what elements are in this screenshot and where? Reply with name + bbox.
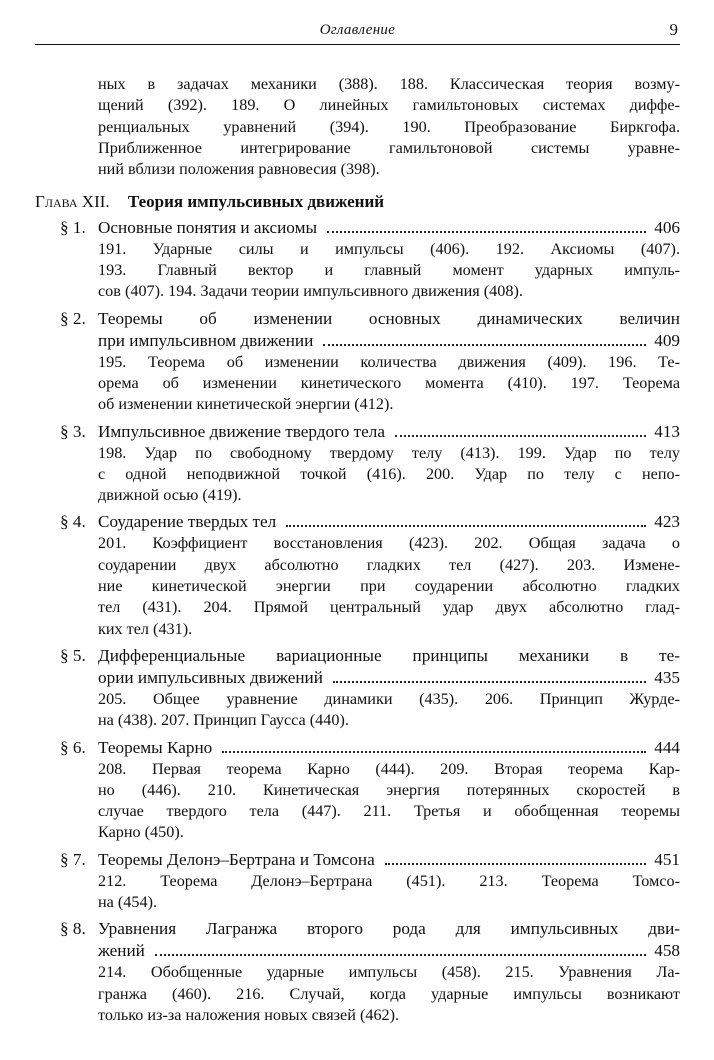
dot-leader: [323, 344, 646, 346]
section-subtopics: [98, 962, 680, 1026]
dot-leader: [385, 863, 646, 865]
title-line-with-page: [98, 330, 680, 352]
section-subtopics: [98, 759, 680, 844]
chapter-heading: [35, 190, 680, 211]
toc-section: [35, 849, 680, 914]
subtopic-line: 201. Коэффициент восстановления (423). 202. Общая задача о: [98, 534, 680, 553]
section-heading: [35, 918, 680, 962]
section-title: [98, 918, 680, 962]
text-line: Приближенное интегрирование гамильтоновой системы уравне-: [98, 138, 680, 157]
subtopic-line: на (454).: [98, 893, 158, 912]
table-of-contents: [35, 74, 680, 1026]
dot-leader: [155, 954, 646, 956]
toc-section: [35, 217, 680, 303]
section-list: [35, 217, 680, 1026]
subtopic-line: только из-за наложения новых связей (462).: [98, 1005, 400, 1024]
section-subtopics: [98, 689, 680, 732]
section-number: § 3.: [60, 421, 86, 441]
title-line-with-page: [98, 940, 680, 962]
section-number: § 2.: [60, 308, 86, 328]
dot-leader: [395, 435, 646, 437]
section-title: [98, 849, 680, 871]
section-title-text: Теоремы об изменении основных динамических величин: [98, 308, 680, 328]
toc-section: [35, 511, 680, 639]
toc-section: [35, 918, 680, 1026]
dot-leader: [333, 681, 646, 683]
text-line: ренциальных уравнений (394). 190. Преобразование Биркгофа.: [98, 117, 680, 136]
running-title: Оглавление: [319, 22, 396, 38]
section-page-number: 409: [654, 330, 680, 350]
toc-section: [35, 737, 680, 844]
section-page-number: 444: [654, 737, 680, 757]
section-title-text: Теоремы Делонэ–Бертрана и Томсона: [98, 849, 375, 869]
dot-leader: [286, 525, 646, 527]
section-title-text: Основные понятия и аксиомы: [98, 217, 317, 237]
subtopic-line: 195. Теорема об изменении количества движения (409). 196. Те-: [98, 352, 680, 371]
section-subtopics: [98, 239, 680, 303]
title-line-with-page: [98, 217, 680, 239]
subtopic-line: 214. Обобщенные ударные импульсы (458). 215. Уравнения Ла-: [98, 963, 680, 982]
subtopic-line: случае твердого тела (447). 211. Третья и обобщенная теоремы: [98, 802, 680, 821]
section-title-text: Дифференциальные вариационные принципы механики в те-: [98, 645, 680, 665]
subtopic-line: тел (431). 204. Прямой центральный удар двух абсолютно глад-: [98, 598, 680, 617]
section-title: [98, 737, 680, 759]
section-title-text: Соударение твердых тел: [98, 512, 277, 532]
section-title-text: Теоремы Карно: [98, 737, 213, 757]
subtopic-line: 212. Теорема Делонэ–Бертрана (451). 213. Теорема Томсо-: [98, 871, 680, 890]
subtopic-line: но (446). 210. Кинетическая энергия потерянных скоростей в: [98, 780, 680, 799]
section-title-text: при импульсивном движении: [98, 330, 314, 350]
section-page-number: 458: [654, 941, 680, 961]
subtopic-line: движной осью (419).: [98, 486, 242, 505]
dot-leader: [327, 231, 646, 233]
subtopic-line: на (438). 207. Принцип Гаусса (440).: [98, 711, 349, 730]
dot-leader: [222, 751, 646, 753]
toc-section: [35, 645, 680, 732]
section-title-text: ории импульсивных движений: [98, 667, 323, 687]
subtopic-line: Карно (450).: [98, 823, 184, 842]
section-subtopics: [98, 352, 680, 416]
text-line: ний вблизи положения равновесия (398).: [98, 160, 380, 179]
section-heading: [35, 737, 680, 759]
subtopic-line: 208. Первая теорема Карно (444). 209. Вторая теорема Кар-: [98, 759, 680, 778]
section-number: § 7.: [60, 849, 86, 869]
title-line-with-page: [98, 421, 680, 443]
continued-paragraph: [98, 74, 680, 180]
section-subtopics: [98, 443, 680, 507]
title-line-with-page: [98, 849, 680, 871]
section-heading: [35, 645, 680, 689]
title-line-with-page: [98, 511, 680, 533]
page-number: 9: [669, 20, 678, 39]
section-page-number: 435: [654, 667, 680, 687]
section-number: § 8.: [60, 919, 86, 939]
section-title: [98, 308, 680, 352]
subtopic-line: 198. Удар по свободному твердому телу (413). 199. Удар по телу: [98, 443, 680, 462]
subtopic-line: ких тел (431).: [98, 619, 193, 638]
section-title-text: Уравнения Лагранжа второго рода для импульсивных дви-: [98, 919, 680, 939]
section-number: § 1.: [60, 217, 86, 237]
section-subtopics: [98, 871, 680, 914]
section-title: [98, 217, 680, 239]
section-heading: [35, 849, 680, 871]
title-line-with-page: [98, 667, 680, 689]
section-page-number: 451: [654, 849, 680, 869]
toc-section: [35, 308, 680, 416]
section-title-text: Импульсивное движение твердого тела: [98, 421, 385, 441]
section-page-number: 406: [654, 217, 680, 237]
title-line-with-page: [98, 737, 680, 759]
section-title: [98, 421, 680, 443]
section-page-number: 423: [654, 512, 680, 532]
subtopic-line: 193. Главный вектор и главный момент ударных импуль-: [98, 261, 680, 280]
subtopic-line: 191. Ударные силы и импульсы (406). 192. Аксиомы (407).: [98, 239, 680, 258]
text-line: щений (392). 189. О линейных гамильтоновых системах диффе-: [98, 96, 680, 115]
text-line: ных в задачах механики (388). 188. Классическая теория возму-: [98, 75, 680, 93]
subtopic-line: соударении двух абсолютно гладких тел (427). 203. Измене-: [98, 555, 680, 574]
chapter-label: Глава XII.: [35, 192, 110, 212]
section-title: [98, 511, 680, 533]
section-title: [98, 645, 680, 689]
chapter-title: Теория импульсивных движений: [127, 192, 385, 212]
section-heading: [35, 308, 680, 352]
toc-section: [35, 421, 680, 507]
subtopic-line: с одной неподвижной точкой (416). 200. Удар по телу с непо-: [98, 464, 680, 483]
subtopic-line: 205. Общее уравнение динамики (435). 206. Принцип Журде-: [98, 689, 680, 708]
running-header: [35, 20, 680, 45]
section-heading: [35, 217, 680, 239]
section-number: § 4.: [60, 512, 86, 532]
subtopic-line: орема об изменении кинетического момента (410). 197. Теорема: [98, 373, 680, 392]
section-page-number: 413: [654, 421, 680, 441]
section-heading: [35, 511, 680, 533]
section-number: § 6.: [60, 737, 86, 757]
subtopic-line: об изменении кинетической энергии (412).: [98, 395, 394, 414]
section-heading: [35, 421, 680, 443]
subtopic-line: гранжа (460). 216. Случай, когда ударные импульсы возникают: [98, 984, 680, 1003]
subtopic-line: сов (407). 194. Задачи теории импульсивного движения (408).: [98, 282, 523, 301]
section-title-text: жений: [98, 941, 145, 961]
section-number: § 5.: [60, 645, 86, 665]
subtopic-line: ние кинетической энергии при соударении абсолютно гладких: [98, 577, 680, 596]
section-subtopics: [98, 533, 680, 639]
